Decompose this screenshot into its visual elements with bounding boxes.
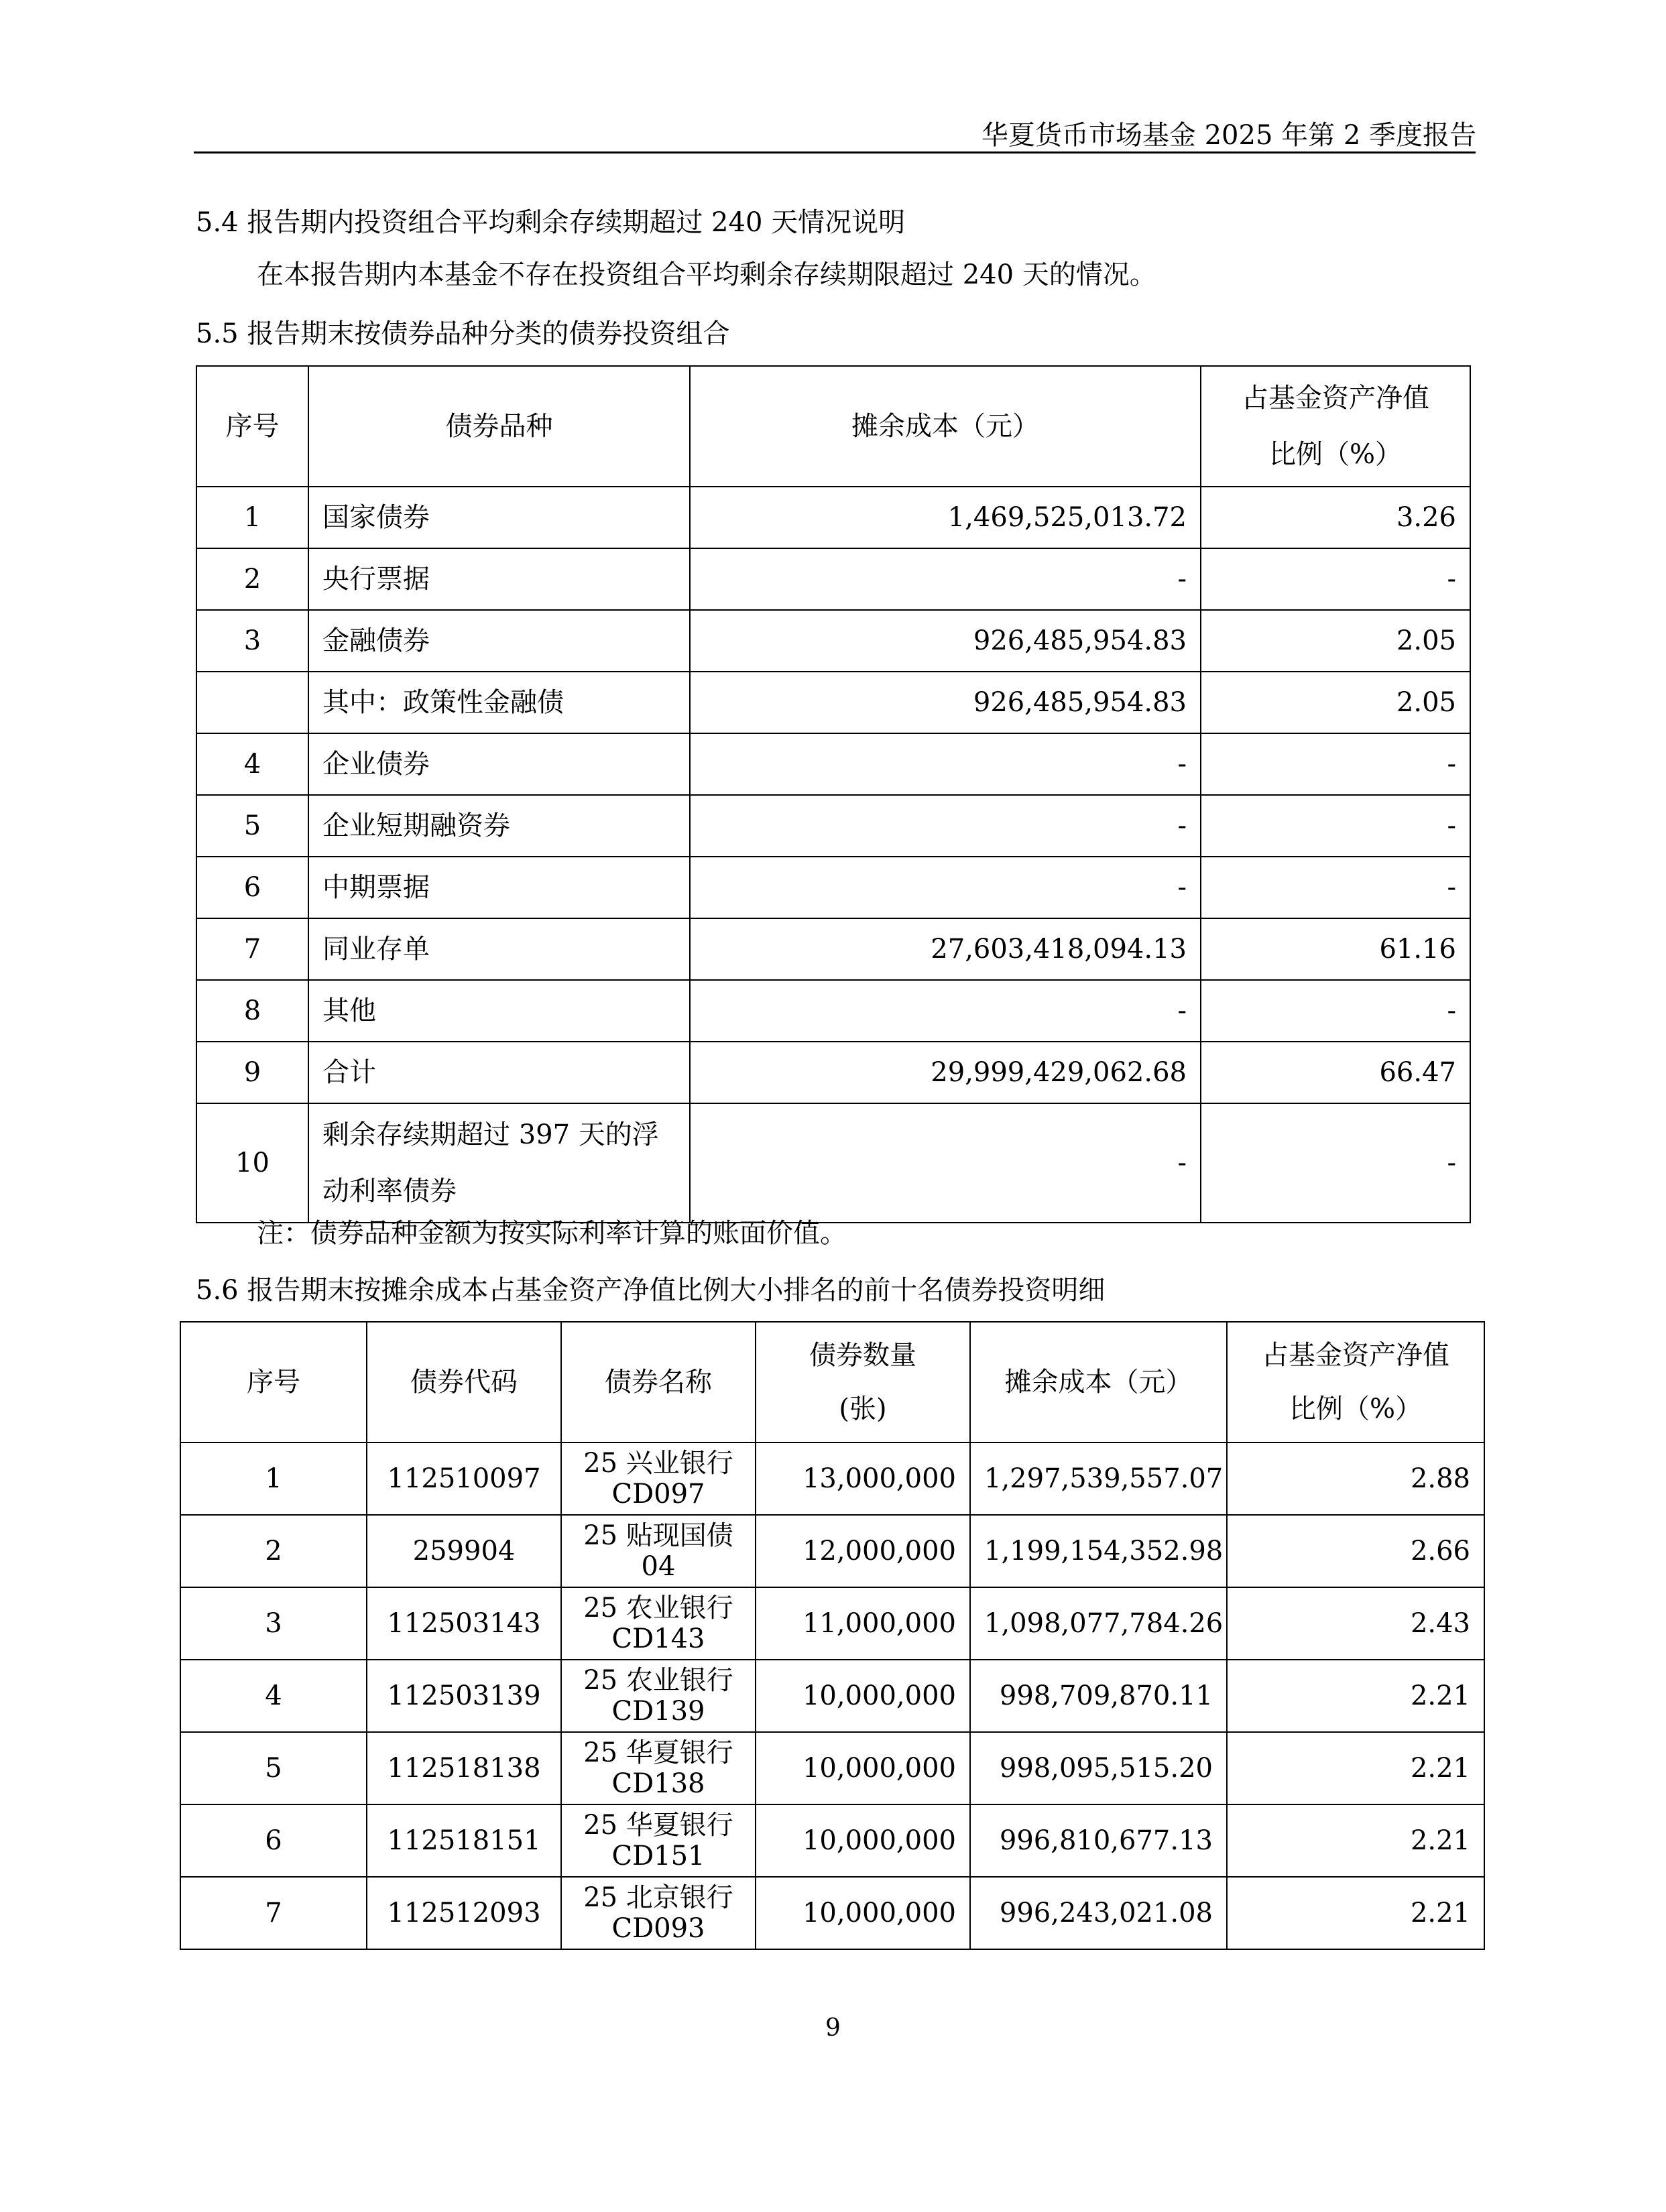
- cell-no: 2: [180, 1515, 367, 1587]
- cell-cost: 29,999,429,062.68: [690, 1042, 1201, 1103]
- cell-ratio: -: [1201, 733, 1470, 795]
- table-row: [180, 1804, 1484, 1877]
- col-header-qty: [756, 1322, 970, 1442]
- table-row: [196, 918, 1470, 980]
- cell-no: 4: [180, 1660, 367, 1732]
- cell-cost: 1,098,077,784.26: [970, 1587, 1227, 1660]
- table-note: 注：债券品种金额为按实际利率计算的账面价值。: [257, 1218, 847, 1249]
- cell-ratio: -: [1201, 857, 1470, 918]
- cell-no: [196, 672, 308, 733]
- table-row: [180, 1515, 1484, 1587]
- cell-qty: 10,000,000: [756, 1877, 970, 1949]
- cell-ratio: 3.26: [1201, 487, 1470, 548]
- cell-cost: 1,469,525,013.72: [690, 487, 1201, 548]
- cell-ratio: -: [1201, 795, 1470, 857]
- cell-code: 112512093: [367, 1877, 561, 1949]
- cell-ratio: 61.16: [1201, 918, 1470, 980]
- cell-name-line2: CD143: [611, 1623, 705, 1654]
- col-header-no: 序号: [180, 1322, 367, 1442]
- cell-cost: 998,709,870.11: [970, 1660, 1227, 1732]
- col-header-qty-line2: (张): [839, 1394, 887, 1424]
- cell-ratio: -: [1201, 548, 1470, 610]
- cell-cost: -: [690, 795, 1201, 857]
- cell-cost: 1,297,539,557.07: [970, 1442, 1227, 1515]
- cell-code: 112503143: [367, 1587, 561, 1660]
- cell-name-line1: 25 贴现国债: [583, 1520, 733, 1551]
- table-row: [196, 795, 1470, 857]
- table-row: [180, 1660, 1484, 1732]
- table-row: [196, 733, 1470, 795]
- cell-ratio: 2.21: [1227, 1732, 1484, 1804]
- cell-no: 5: [196, 795, 308, 857]
- table-row: [180, 1587, 1484, 1660]
- cell-no: 10: [196, 1103, 308, 1223]
- cell-ratio: 66.47: [1201, 1042, 1470, 1103]
- cell-qty: 10,000,000: [756, 1660, 970, 1732]
- cell-name-line1: 25 农业银行: [583, 1593, 733, 1623]
- cell-cost: 996,243,021.08: [970, 1877, 1227, 1949]
- col-header-no: 序号: [196, 366, 308, 487]
- cell-type: 其他: [308, 980, 690, 1042]
- cell-ratio: -: [1201, 980, 1470, 1042]
- cell-ratio: 2.88: [1227, 1442, 1484, 1515]
- cell-cost: 926,485,954.83: [690, 610, 1201, 672]
- table-row: [196, 857, 1470, 918]
- cell-qty: 13,000,000: [756, 1442, 970, 1515]
- table-row: [196, 1042, 1470, 1103]
- cell-name: [561, 1732, 756, 1804]
- cell-name: [561, 1587, 756, 1660]
- cell-code: 112518138: [367, 1732, 561, 1804]
- col-header-code: 债券代码: [367, 1322, 561, 1442]
- cell-name: [561, 1804, 756, 1877]
- section-5-6-heading: 5.6 报告期末按摊余成本占基金资产净值比例大小排名的前十名债券投资明细: [196, 1275, 1106, 1306]
- cell-cost: -: [690, 857, 1201, 918]
- cell-name: [561, 1660, 756, 1732]
- cell-ratio: -: [1201, 1103, 1470, 1223]
- cell-type: [308, 1103, 690, 1223]
- table-row: [196, 672, 1470, 733]
- cell-cost: 1,199,154,352.98: [970, 1515, 1227, 1587]
- cell-name-line1: 25 北京银行: [583, 1882, 733, 1913]
- cell-ratio: 2.21: [1227, 1877, 1484, 1949]
- col-header-type: 债券品种: [308, 366, 690, 487]
- table-row: [196, 610, 1470, 672]
- cell-cost: -: [690, 548, 1201, 610]
- cell-ratio: 2.66: [1227, 1515, 1484, 1587]
- cell-no: 8: [196, 980, 308, 1042]
- cell-name-line2: CD093: [611, 1913, 705, 1944]
- cell-type: 国家债券: [308, 487, 690, 548]
- cell-name-line1: 25 华夏银行: [583, 1737, 733, 1768]
- col-header-ratio-line2: 比例（%）: [1268, 439, 1402, 470]
- cell-no: 6: [180, 1804, 367, 1877]
- cell-no: 6: [196, 857, 308, 918]
- table-row: [180, 1442, 1484, 1515]
- cell-no: 7: [180, 1877, 367, 1949]
- cell-qty: 12,000,000: [756, 1515, 970, 1587]
- cell-type: 合计: [308, 1042, 690, 1103]
- col-header-cost: 摊余成本（元）: [970, 1322, 1227, 1442]
- cell-type: 央行票据: [308, 548, 690, 610]
- col-header-cost: 摊余成本（元）: [690, 366, 1201, 487]
- cell-code: 112503139: [367, 1660, 561, 1732]
- cell-no: 9: [196, 1042, 308, 1103]
- cell-name: [561, 1442, 756, 1515]
- col-header-ratio-line2: 比例（%）: [1289, 1394, 1422, 1424]
- bond-type-table: [196, 365, 1471, 1223]
- section-5-4-text: 在本报告期内本基金不存在投资组合平均剩余存续期限超过 240 天的情况。: [257, 259, 1156, 290]
- col-header-ratio-line1: 占基金资产净值: [1262, 1340, 1449, 1371]
- cell-type-line2: 动利率债券: [322, 1176, 457, 1207]
- cell-qty: 10,000,000: [756, 1732, 970, 1804]
- table-row: [196, 548, 1470, 610]
- cell-no: 7: [196, 918, 308, 980]
- cell-cost: 926,485,954.83: [690, 672, 1201, 733]
- cell-code: 112510097: [367, 1442, 561, 1515]
- cell-type: 中期票据: [308, 857, 690, 918]
- cell-no: 4: [196, 733, 308, 795]
- col-header-ratio: [1201, 366, 1470, 487]
- cell-ratio: 2.05: [1201, 672, 1470, 733]
- cell-qty: 11,000,000: [756, 1587, 970, 1660]
- page-header-title: 华夏货币市场基金 2025 年第 2 季度报告: [981, 120, 1476, 151]
- cell-no: 2: [196, 548, 308, 610]
- cell-no: 5: [180, 1732, 367, 1804]
- cell-name-line2: CD138: [611, 1768, 705, 1799]
- col-header-name: 债券名称: [561, 1322, 756, 1442]
- cell-code: 259904: [367, 1515, 561, 1587]
- cell-name-line2: CD151: [611, 1841, 705, 1871]
- cell-ratio: 2.43: [1227, 1587, 1484, 1660]
- table-header-row: [180, 1322, 1484, 1442]
- top-bonds-table: [180, 1321, 1485, 1950]
- cell-ratio: 2.21: [1227, 1804, 1484, 1877]
- cell-no: 1: [180, 1442, 367, 1515]
- table-row: [196, 1103, 1470, 1223]
- header-rule: [194, 151, 1476, 153]
- cell-type: 企业短期融资券: [308, 795, 690, 857]
- cell-type: 其中：政策性金融债: [308, 672, 690, 733]
- cell-cost: -: [690, 733, 1201, 795]
- cell-name-line1: 25 华夏银行: [583, 1810, 733, 1841]
- cell-qty: 10,000,000: [756, 1804, 970, 1877]
- cell-no: 1: [196, 487, 308, 548]
- cell-type-line1: 剩余存续期超过 397 天的浮: [322, 1119, 659, 1150]
- cell-cost: -: [690, 980, 1201, 1042]
- col-header-ratio: [1227, 1322, 1484, 1442]
- col-header-qty-line1: 债券数量: [809, 1340, 916, 1371]
- page-number: 9: [825, 2014, 841, 2042]
- cell-ratio: 2.05: [1201, 610, 1470, 672]
- cell-name: [561, 1877, 756, 1949]
- section-5-5-heading: 5.5 报告期末按债券品种分类的债券投资组合: [196, 318, 730, 349]
- col-header-ratio-line1: 占基金资产净值: [1242, 383, 1429, 414]
- cell-name-line1: 25 兴业银行: [583, 1448, 733, 1479]
- cell-type: 同业存单: [308, 918, 690, 980]
- table-header-row: [196, 366, 1470, 487]
- cell-ratio: 2.21: [1227, 1660, 1484, 1732]
- section-5-4-heading: 5.4 报告期内投资组合平均剩余存续期超过 240 天情况说明: [196, 207, 906, 238]
- cell-cost: 996,810,677.13: [970, 1804, 1227, 1877]
- table-row: [180, 1877, 1484, 1949]
- cell-name-line2: CD097: [611, 1479, 705, 1510]
- cell-name: [561, 1515, 756, 1587]
- cell-name-line2: CD139: [611, 1696, 705, 1727]
- cell-cost: 998,095,515.20: [970, 1732, 1227, 1804]
- cell-type: 企业债券: [308, 733, 690, 795]
- table-row: [196, 487, 1470, 548]
- cell-name-line1: 25 农业银行: [583, 1665, 733, 1696]
- cell-no: 3: [180, 1587, 367, 1660]
- cell-type: 金融债券: [308, 610, 690, 672]
- cell-cost: 27,603,418,094.13: [690, 918, 1201, 980]
- cell-cost: -: [690, 1103, 1201, 1223]
- cell-no: 3: [196, 610, 308, 672]
- cell-code: 112518151: [367, 1804, 561, 1877]
- table-row: [196, 980, 1470, 1042]
- table-row: [180, 1732, 1484, 1804]
- cell-name-line2: 04: [641, 1551, 676, 1582]
